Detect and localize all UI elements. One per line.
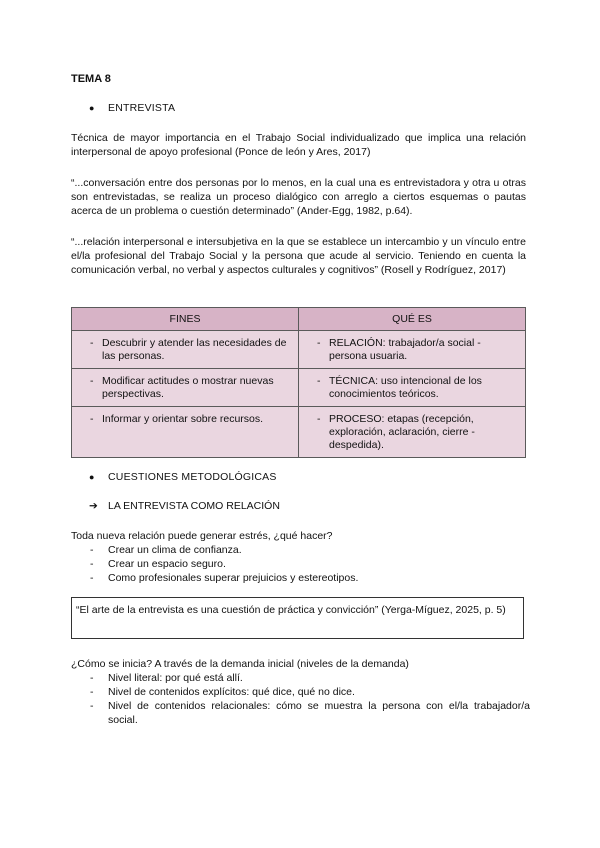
quote-box: “El arte de la entrevista es una cuestión de práctica y convicción” (Yerga-Míguez, 2025, p. 5) — [71, 597, 524, 639]
table-row — [72, 331, 526, 369]
bullet-icon: ● — [89, 472, 95, 482]
table-cell: - Modificar actitudes o mostrar nuevas perspectivas. — [72, 369, 299, 407]
subsection-heading: LA ENTREVISTA COMO RELACIÓN — [108, 500, 280, 512]
subsection-entrevista-relacion — [89, 499, 280, 513]
list-item: - Nivel de contenidos relacionales: cómo se muestra la persona con el/la trabajador/a social. — [90, 700, 530, 726]
table-cell: - Descubrir y atender las necesidades de las personas. — [72, 331, 299, 369]
list-item: - Nivel de contenidos explícitos: qué dice, qué no dice. — [90, 686, 355, 698]
paragraph-quote-rosell: “...relación interpersonal e intersubjetiva en la que se establece un intercambio y un vínculo entre el/la profesional del Trabajo Social y la persona que acude al servicio. Teniendo en cuenta la comunicación verbal, no verbal y aspectos culturales y cognitivos” (Rosell y Rodríguez, 2017) — [71, 236, 526, 276]
list-recomendaciones — [90, 543, 358, 585]
list-niveles — [90, 671, 530, 727]
table-cell: - PROCESO: etapas (recepción, exploración, aclaración, cierre - despedida). — [299, 407, 526, 458]
table-cell: - Informar y orientar sobre recursos. — [72, 407, 299, 458]
table-row — [72, 369, 526, 407]
section-heading: CUESTIONES METODOLÓGICAS — [108, 471, 277, 483]
table-header-que-es: QUÉ ES — [299, 308, 526, 331]
question-inicio: ¿Cómo se inicia? A través de la demanda inicial (niveles de la demanda) — [71, 658, 409, 670]
page-title: TEMA 8 — [71, 73, 111, 85]
fines-table — [71, 307, 526, 458]
table-cell: - TÉCNICA: uso intencional de los conocimientos teóricos. — [299, 369, 526, 407]
arrow-right-icon: ➔ — [89, 500, 98, 512]
table-cell: - RELACIÓN: trabajador/a social - persona usuaria. — [299, 331, 526, 369]
table-header-fines: FINES — [72, 308, 299, 331]
paragraph-definition: Técnica de mayor importancia en el Trabajo Social individualizado que implica una relación interpersonal de apoyo profesional (Ponce de león y Ares, 2017) — [71, 132, 526, 158]
section-entrevista — [89, 101, 175, 115]
paragraph-quote-ander-egg: “...conversación entre dos personas por lo menos, en la cual una es entrevistadora y otra u otras son entrevistadas, se realiza un proceso dialógico con arreglo a ciertos esquemas o pautas acerca de un problema o cuestión determinado” (Ander-Egg, 1982, p.64). — [71, 177, 526, 217]
bullet-icon: ● — [89, 103, 95, 113]
list-item: - Crear un clima de confianza. — [90, 544, 242, 556]
section-cuestiones — [89, 470, 277, 484]
question-estres: Toda nueva relación puede generar estrés, ¿qué hacer? — [71, 530, 333, 542]
section-heading: ENTREVISTA — [108, 102, 176, 114]
list-item: - Crear un espacio seguro. — [90, 558, 226, 570]
table-row — [72, 407, 526, 458]
list-item: - Como profesionales superar prejuicios y estereotipos. — [90, 572, 359, 584]
list-item: - Nivel literal: por qué está allí. — [90, 672, 243, 684]
